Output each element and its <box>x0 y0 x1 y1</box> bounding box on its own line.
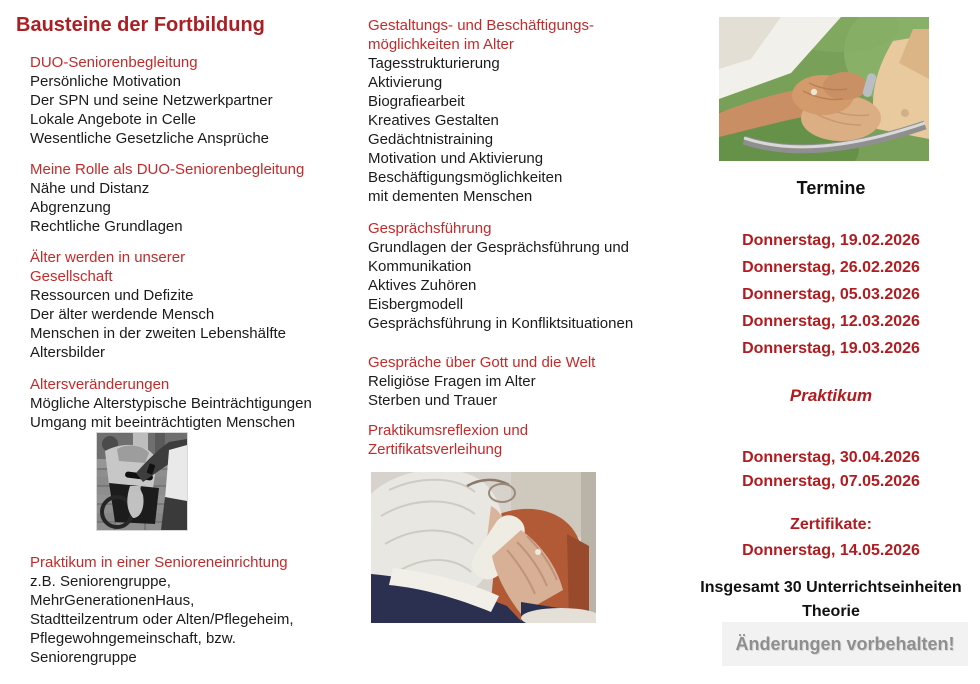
date-line: Donnerstag, 05.03.2026 <box>742 286 920 303</box>
topic-line: Stadtteilzentrum oder Alten/Pflegeheim, <box>30 611 294 628</box>
middle-column <box>368 16 668 623</box>
termine-heading: Termine <box>796 178 866 198</box>
topic-line: Wesentliche Gesetzliche Ansprüche <box>30 130 270 147</box>
section-meine-rolle <box>30 160 350 236</box>
summary-line: Insgesamt 30 Unterrichtseinheiten <box>700 579 962 596</box>
date-line: Donnerstag, 26.02.2026 <box>742 259 920 276</box>
date-line: Donnerstag, 30.04.2026 <box>742 449 920 466</box>
topic-line: Lokale Angebote in Celle <box>30 111 196 128</box>
topic-line: Sterben und Trauer <box>368 392 498 409</box>
date-line: Donnerstag, 07.05.2026 <box>742 473 920 490</box>
section-gestaltung <box>368 16 668 206</box>
section-aelter-werden <box>30 248 350 362</box>
section-praktikum-einrichtung <box>30 553 350 667</box>
topic-line: Nähe und Distanz <box>30 180 150 197</box>
section-heading: Gespräche über Gott und die Welt <box>368 354 596 371</box>
phone-call-photo <box>371 472 596 623</box>
zertifikate-block <box>686 512 976 564</box>
section-heading: Gesprächsführung <box>368 220 492 237</box>
left-column <box>16 12 350 679</box>
date-line: Donnerstag, 19.03.2026 <box>742 340 920 357</box>
topic-line: Tagesstrukturierung <box>368 55 500 72</box>
topic-line: Gedächtnistraining <box>368 131 494 148</box>
topic-line: Der älter werdende Mensch <box>30 306 215 323</box>
topic-line: Altersbilder <box>30 344 106 361</box>
topic-line: MehrGenerationenHaus, <box>30 592 195 609</box>
section-heading: Praktikumsreflexion und <box>368 422 529 439</box>
topic-line: Seniorengruppe <box>30 649 137 666</box>
topic-line: Motivation und Aktivierung <box>368 150 544 167</box>
section-heading: Gesellschaft <box>30 268 113 285</box>
topic-line: Aktivierung <box>368 74 443 91</box>
page-title: Bausteine der Fortbildung <box>16 14 265 36</box>
summary-block <box>686 576 976 624</box>
section-heading: DUO-Seniorenbegleitung <box>30 54 198 71</box>
section-heading: Älter werden in unserer <box>30 249 186 266</box>
section-gespraechsfuehrung <box>368 219 668 333</box>
summary-line: Theorie <box>802 603 860 620</box>
dates-theory-list <box>686 227 976 362</box>
date-line: Donnerstag, 14.05.2026 <box>742 542 920 559</box>
section-heading: möglichkeiten im Alter <box>368 36 514 53</box>
topic-line: mit dementen Menschen <box>368 188 533 205</box>
note-box <box>722 622 968 666</box>
topic-line: Abgrenzung <box>30 199 111 216</box>
topic-line: Kommunikation <box>368 258 472 275</box>
topic-line: Kreatives Gestalten <box>368 112 499 129</box>
section-praktikumsreflexion <box>368 421 668 459</box>
section-duo-seniorenbegleitung <box>30 53 350 148</box>
topic-line: Biografiearbeit <box>368 93 465 110</box>
changes-note: Änderungen vorbehalten! <box>735 633 955 654</box>
topic-line: Aktives Zuhören <box>368 277 477 294</box>
praktikum-heading: Praktikum <box>789 386 873 405</box>
section-altersveraenderungen <box>30 375 350 432</box>
topic-line: Pflegewohngemeinschaft, bzw. <box>30 630 236 647</box>
date-line: Donnerstag, 19.02.2026 <box>742 232 920 249</box>
topic-line: Menschen in der zweiten Lebenshälfte <box>30 325 286 342</box>
topic-line: Beschäftigungsmöglichkeiten <box>368 169 563 186</box>
topic-line: Gesprächsführung in Konfliktsituationen <box>368 315 634 332</box>
left-sections <box>30 53 350 667</box>
topic-line: Mögliche Alterstypische Beinträchtigungen <box>30 395 312 412</box>
topic-line: Grundlagen der Gesprächsführung und <box>368 239 630 256</box>
section-gott-und-welt <box>368 353 668 410</box>
section-heading: Meine Rolle als DUO-Seniorenbegleitung <box>30 161 305 178</box>
section-heading: Praktikum in einer Senioreneinrichtung <box>30 554 288 571</box>
topic-line: Umgang mit beeinträchtigten Menschen <box>30 414 296 431</box>
topic-line: Persönliche Motivation <box>30 73 181 90</box>
zertifikate-heading: Zertifikate: <box>790 516 872 533</box>
wheelchair-street-photo <box>96 432 188 531</box>
holding-hands-photo <box>719 17 929 161</box>
section-heading: Gestaltungs- und Beschäftigungs- <box>368 17 594 34</box>
topic-line: Religiöse Fragen im Alter <box>368 373 536 390</box>
section-heading: Altersveränderungen <box>30 376 170 393</box>
topic-line: Ressourcen und Defizite <box>30 287 194 304</box>
section-heading: Zertifikatsverleihung <box>368 441 503 458</box>
right-column <box>686 0 976 666</box>
topic-line: Der SPN und seine Netzwerkpartner <box>30 92 273 109</box>
dates-praktikum-list <box>686 446 976 494</box>
topic-line: Rechtliche Grundlagen <box>30 218 183 235</box>
topic-line: z.B. Seniorengruppe, <box>30 573 171 590</box>
date-line: Donnerstag, 12.03.2026 <box>742 313 920 330</box>
topic-line: Eisbergmodell <box>368 296 464 313</box>
